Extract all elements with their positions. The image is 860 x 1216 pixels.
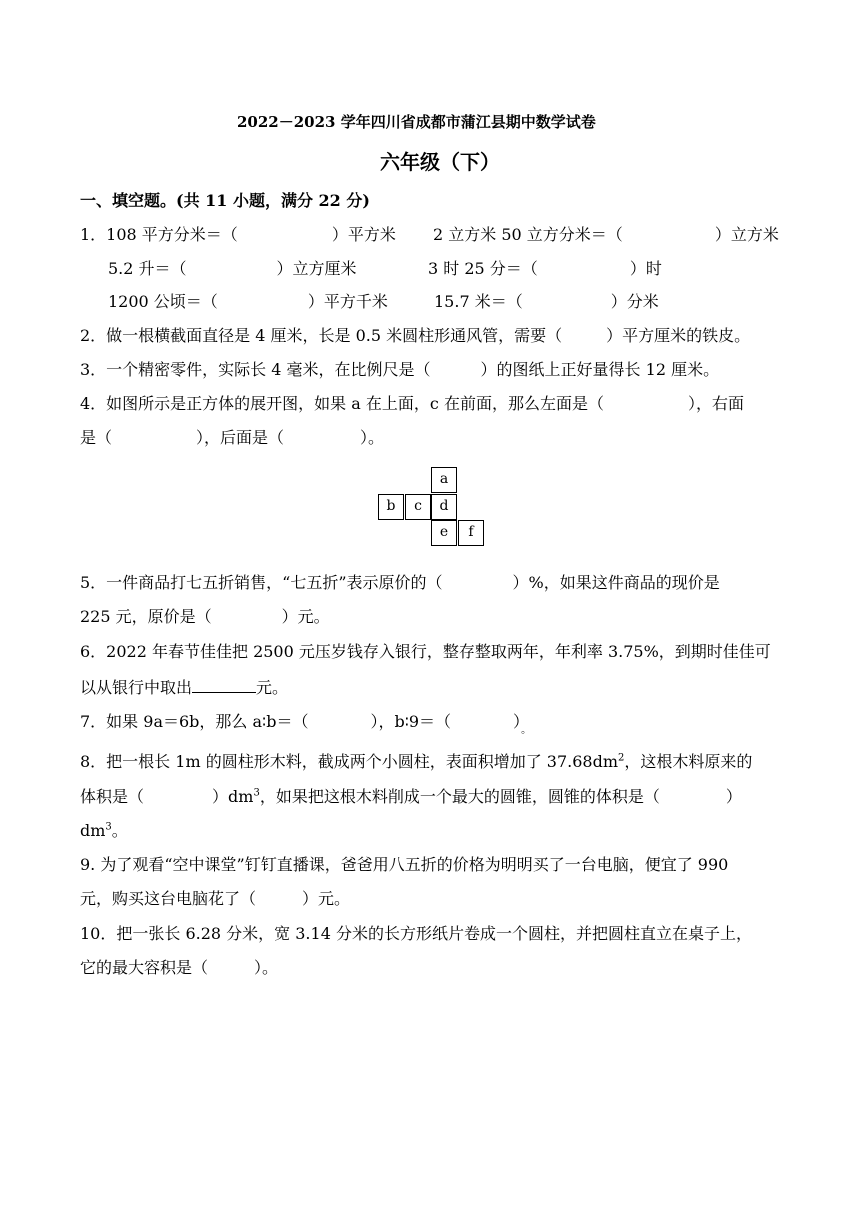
net-cell-c: c — [405, 494, 431, 520]
net-cell-a: a — [431, 467, 457, 493]
q1-line2-left: 5.2 升＝（ ）立方厘米 — [108, 259, 357, 278]
q6-line2: 以从银行中取出 元。 — [80, 678, 289, 697]
q1-line1-left: 1．108 平方分米＝（ ）平方米 — [80, 225, 396, 244]
q6-answer-blank — [192, 676, 256, 693]
q8-line2: 体积是（ ）$dm^3$，如果把这根木料削成一个最大的圆锥，圆锥的体积是（ ） — [80, 787, 742, 806]
q8-line1: 8．把一根长 1m 的圆柱形木料，截成两个小圆柱，表面积增加了 $37.68dm^2$，这根木料原来的 — [80, 752, 753, 771]
q10-line1: 10．把一张长 6.28 分米，宽 3.14 分米的长方形纸片卷成一个圆柱，并把圆柱直立在桌子上， — [80, 924, 752, 943]
q10-line2: 它的最大容积是（ ）。 — [80, 958, 279, 977]
q9-line2: 元，购买这台电脑花了（ ）元。 — [80, 889, 351, 908]
q5-line1: 5．一件商品打七五折销售，“七五折”表示原价的（ ）%，如果这件商品的现价是 — [80, 573, 720, 592]
net-cell-d: d — [431, 494, 457, 520]
cube-net-figure — [378, 467, 486, 547]
q6-line1: 6．2022 年春节佳佳把 2500 元压岁钱存入银行，整存整取两年，年利率 3.75%，到期时佳佳可 — [80, 642, 771, 661]
q5-line2: 225 元，原价是（ ）元。 — [80, 607, 330, 626]
grade-subtitle: 六年级（下） — [380, 150, 500, 174]
q1-line2-right: 3 时 25 分＝（ ）时 — [428, 259, 662, 278]
q4-line1: 4．如图所示是正方体的展开图，如果 a 在上面，c 在前面，那么左面是（ ），右面 — [80, 394, 744, 413]
exam-title: 2022－2023 学年四川省成都市蒲江县期中数学试卷 — [237, 113, 596, 131]
q1-line3-left: 1200 公顷＝（ ）平方千米 — [108, 292, 388, 311]
net-cell-f: f — [458, 520, 484, 546]
q7-line: 7．如果 9a＝6b，那么 a∶b＝（ ），b∶9＝（ ）$_。$ — [80, 712, 532, 736]
q9-line1: 9. 为了观看“空中课堂”钉钉直播课，爸爸用八五折的价格为明明买了一台电脑，便宜了 990 — [80, 855, 729, 874]
net-cell-b: b — [378, 494, 404, 520]
q2-line: 2．做一根横截面直径是 4 厘米，长是 0.5 米圆柱形通风管，需要（ ）平方厘米的铁皮。 — [80, 326, 751, 345]
q3-line: 3．一个精密零件，实际长 4 毫米，在比例尺是（ ）的图纸上正好量得长 12 厘米。 — [80, 360, 720, 379]
q1-line1-right: 2 立方米 50 立方分米＝（ ）立方米 — [433, 225, 779, 244]
q4-line2: 是（ ），后面是（ ）。 — [80, 428, 385, 447]
net-cell-e: e — [431, 520, 457, 546]
section-heading: 一、填空题。(共 11 小题，满分 22 分) — [80, 191, 370, 210]
q1-line3-right: 15.7 米＝（ ）分米 — [434, 292, 659, 311]
q8-line3: $dm^3$。 — [80, 821, 128, 840]
